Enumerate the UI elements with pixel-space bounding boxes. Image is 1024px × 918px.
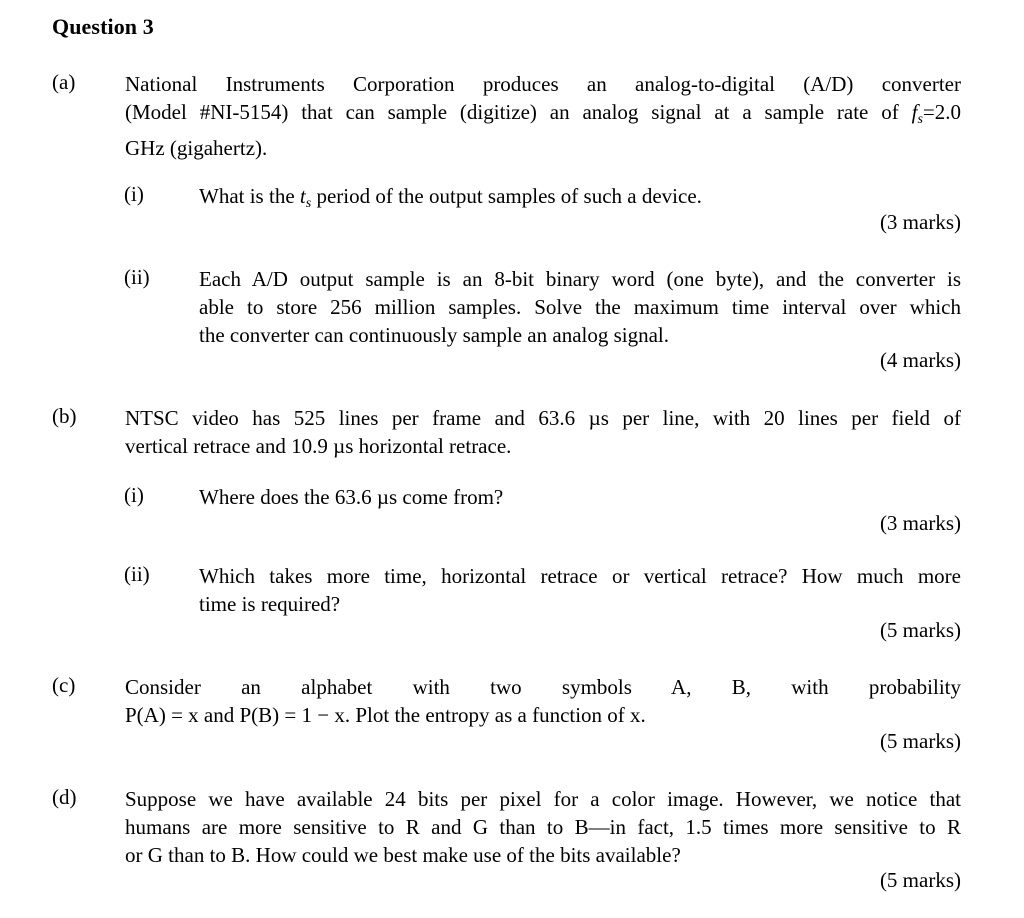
ts-symbol: t <box>299 184 306 208</box>
part-c-label: (c) <box>52 673 76 697</box>
fs-symbol: f <box>911 100 918 124</box>
part-b-ii-text <box>199 562 961 618</box>
part-a-ii-marks: (4 marks) <box>879 348 961 372</box>
question-title: Question 3 <box>52 14 154 39</box>
part-a-line-3: GHz (gigahertz). <box>125 136 268 160</box>
part-d-line-1: Suppose we have available 24 bits per pixel for a color image. However, we notice that <box>125 787 961 811</box>
part-b-text <box>125 404 961 460</box>
part-c-marks: (5 marks) <box>879 729 961 753</box>
part-a-ii-line-1: Each A/D output sample is an 8-bit binary word (one byte), and the converter is <box>199 267 961 291</box>
part-b-ii-line-2: time is required? <box>199 592 341 616</box>
part-d-text <box>125 785 961 869</box>
part-b-i-text: Where does the 63.6 µs come from? <box>199 485 504 509</box>
part-b-ii-marks: (5 marks) <box>879 618 961 642</box>
part-c-line-2: P(A) = x and P(B) = 1 − x. Plot the entropy as a function of x. <box>125 703 646 727</box>
part-a-line-1: National Instruments Corporation produces an analog-to-digital (A/D) converter <box>125 72 961 96</box>
part-a-line-2 <box>125 98 961 134</box>
part-a-ii-line-3: the converter can continuously sample an analog signal. <box>199 323 670 347</box>
part-a-i-label: (i) <box>124 182 144 206</box>
part-d-line-3: or G than to B. How could we best make use of the bits available? <box>125 843 681 867</box>
part-a-line-2-post: =2.0 <box>922 100 961 124</box>
part-a-label: (a) <box>52 70 76 94</box>
ts-subscript: s <box>305 196 312 211</box>
part-a-i-text-pre: What is the <box>199 184 300 208</box>
part-b-i-label: (i) <box>124 483 144 507</box>
fs-subscript: s <box>917 112 923 127</box>
part-b-line-1: NTSC video has 525 lines per frame and 63.6 µs per line, with 20 lines per field of <box>125 406 961 430</box>
part-b-i-marks: (3 marks) <box>879 511 961 535</box>
part-d-label: (d) <box>52 785 77 809</box>
part-a-ii-text <box>199 265 961 349</box>
part-b-label: (b) <box>52 404 77 428</box>
part-c-line-1: Consider an alphabet with two symbols A, B, with probability <box>125 675 961 699</box>
part-b-ii-line-1: Which takes more time, horizontal retrace or vertical retrace? How much more <box>199 564 961 588</box>
part-a-i-marks: (3 marks) <box>879 210 961 234</box>
part-b-line-2: vertical retrace and 10.9 µs horizontal retrace. <box>125 434 512 458</box>
part-a-ii-label: (ii) <box>124 265 150 289</box>
part-a-i-text-post: period of the output samples of such a device. <box>311 184 702 208</box>
part-b-ii-label: (ii) <box>124 562 150 586</box>
part-a-line-2-pre: (Model #NI-5154) that can sample (digitize) an analog signal at a sample rate of <box>125 100 912 124</box>
part-c-text <box>125 673 961 729</box>
part-d-marks: (5 marks) <box>879 868 961 892</box>
part-d-line-2: humans are more sensitive to R and G than to B—in fact, 1.5 times more sensitive to R <box>125 815 961 839</box>
part-a-ii-line-2: able to store 256 million samples. Solve the maximum time interval over which <box>199 295 961 319</box>
part-a-i-text <box>199 182 961 218</box>
part-a-text <box>125 70 961 162</box>
